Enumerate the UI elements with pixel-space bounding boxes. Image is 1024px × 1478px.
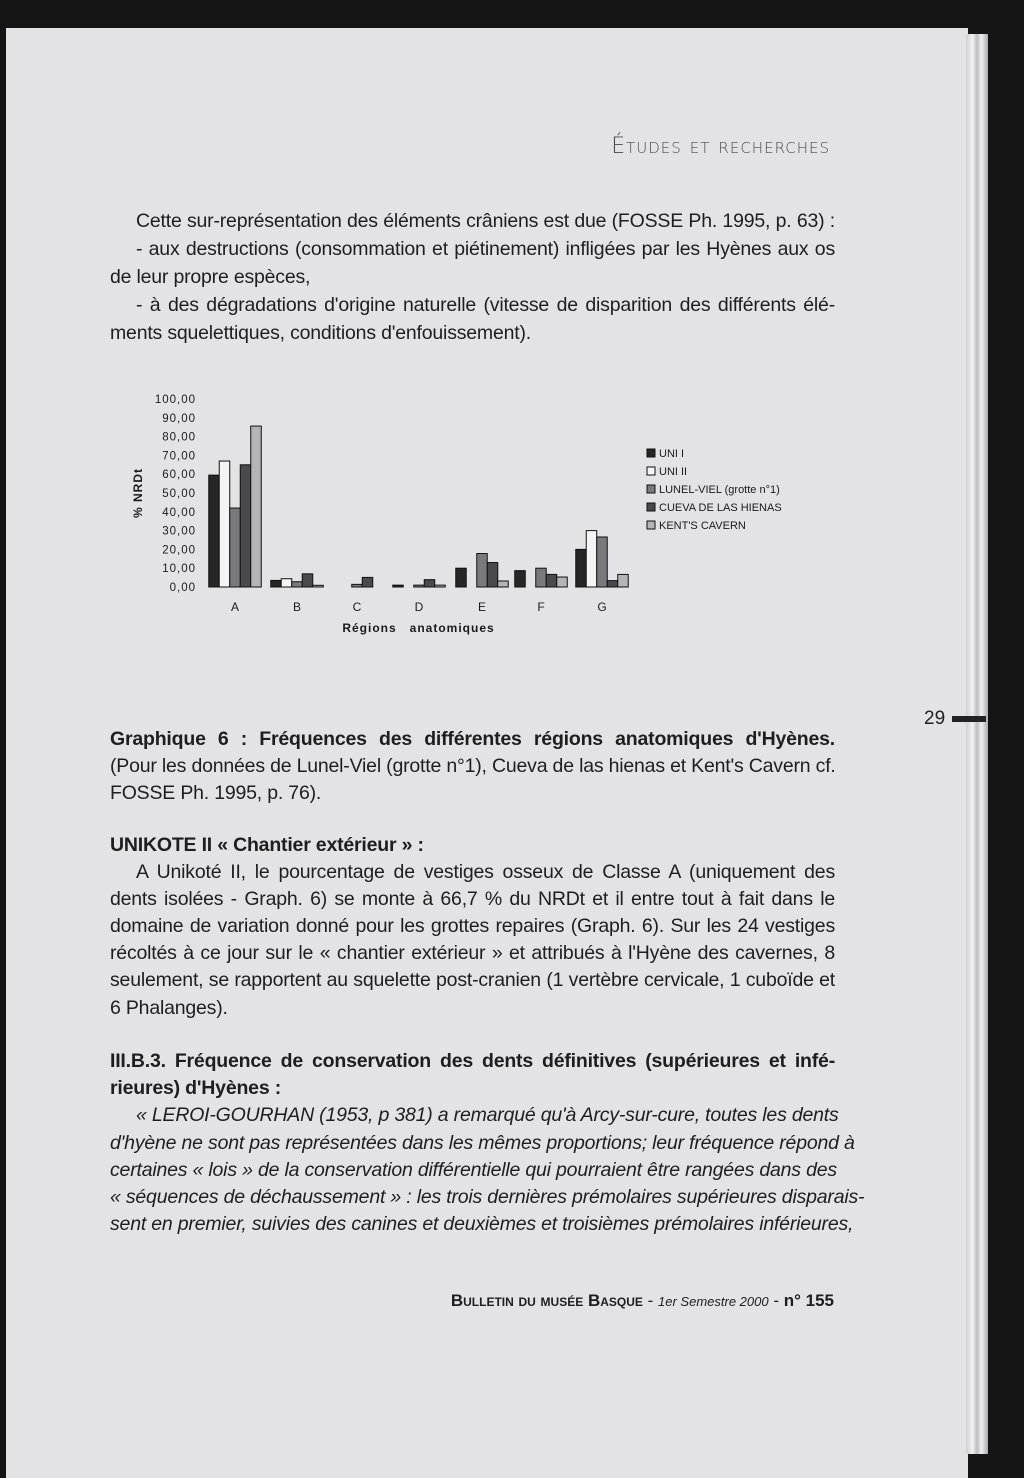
- issue: 1er Semestre 2000: [658, 1294, 769, 1309]
- paragraph-line: dents isolées - Graph. 6) se monte à 66,7 % du NRDt et il entre tout à fait dans le: [110, 888, 835, 910]
- bar-A-4: [251, 426, 262, 587]
- figure-caption-line: FOSSE Ph. 1995, p. 76).: [110, 782, 322, 804]
- page-number-tab: 29: [924, 708, 946, 729]
- bar-G-2: [597, 537, 608, 587]
- bar-F-0: [515, 571, 526, 587]
- paragraph-line: domaine de variation donné pour les grottes repaires (Graph. 6). Sur les 24 vestiges: [110, 915, 835, 937]
- footer: [451, 1291, 834, 1311]
- x-axis-label: Régions anatomiques: [342, 621, 495, 635]
- paragraph-line: - à des dégradations d'origine naturelle (vitesse de disparition des différents élé-: [136, 294, 835, 316]
- bar-B-0: [271, 580, 282, 587]
- y-tick-label: 100,00: [154, 394, 196, 406]
- quote-line: « LEROI-GOURHAN (1953, p 381) a remarqué qu'à Arcy-sur-cure, toutes les dents: [136, 1104, 839, 1126]
- bar-G-1: [586, 531, 597, 587]
- paragraph-line: - aux destructions (consommation et piétinement) infligées par les Hyènes aux os: [136, 238, 835, 260]
- bar-B-4: [313, 585, 324, 587]
- quote-line: sent en premier, suivies des canines et deuxièmes et troisièmes prémolaires inférieures,: [110, 1213, 854, 1235]
- figure-caption-line: (Pour les données de Lunel-Viel (grotte n°1), Cueva de las hienas et Kent's Cavern cf.: [110, 755, 836, 777]
- bar-F-4: [557, 577, 568, 587]
- y-tick-label: 70,00: [162, 450, 196, 463]
- paragraph-line: Cette sur-représentation des éléments crâniens est due (FOSSE Ph. 1995, p. 63) :: [136, 210, 835, 232]
- page-tab-marker: [952, 716, 986, 722]
- journal-title: Bulletin du musée Basque: [450, 1291, 643, 1310]
- bar-D-4: [435, 585, 446, 587]
- page-edges: [966, 34, 988, 1454]
- y-tick-label: 0,00: [169, 582, 196, 594]
- bar-D-3: [424, 580, 435, 587]
- y-tick-label: 60,00: [162, 469, 196, 482]
- legend-swatch: [647, 467, 655, 475]
- paragraph-line: seulement, se rapportent au squelette post-cranien (1 vertèbre cervicale, 1 cuboïde et: [110, 969, 835, 991]
- bar-G-0: [576, 549, 587, 587]
- y-tick-label: 30,00: [162, 525, 196, 538]
- legend-entry: LUNEL-VIEL (grotte n°1): [659, 484, 780, 496]
- paragraph-line: A Unikoté II, le pourcentage de vestiges osseux de Classe A (uniquement des: [136, 861, 835, 883]
- bar-E-0: [456, 568, 467, 587]
- paragraph-line: ments squelettiques, conditions d'enfouissement).: [110, 322, 531, 344]
- paragraph-line: de leur propre espèces,: [110, 266, 311, 288]
- y-tick-label: 80,00: [162, 431, 196, 444]
- bar-B-1: [281, 579, 292, 587]
- y-tick-label: 10,00: [162, 563, 196, 576]
- bar-C-3: [362, 577, 373, 587]
- paragraph-line: récoltés à ce jour sur le « chantier extérieur » et attribués à l'Hyène des cavernes, 8: [110, 942, 835, 964]
- quote-line: « séquences de déchaussement » : les trois dernières prémolaires supérieures disparais-: [110, 1186, 865, 1208]
- x-tick-label: F: [537, 600, 545, 614]
- section-heading: III.B.3. Fréquence de conservation des dents définitives (supérieures et infé-: [110, 1050, 835, 1072]
- x-tick-label: C: [352, 600, 362, 614]
- x-tick-label: E: [477, 600, 487, 614]
- bar-C-2: [352, 584, 363, 587]
- x-tick-label: D: [414, 600, 424, 614]
- paragraph-line: 6 Phalanges).: [110, 997, 228, 1019]
- y-tick-label: 50,00: [162, 488, 196, 500]
- bar-F-3: [546, 574, 557, 587]
- bar-F-2: [536, 568, 547, 587]
- bar-chart: [110, 380, 830, 650]
- legend-swatch: [647, 503, 655, 511]
- y-tick-label: 20,00: [162, 544, 196, 557]
- legend-entry: KENT'S CAVERN: [659, 520, 746, 532]
- legend-entry: UNI I: [659, 448, 685, 460]
- legend-swatch: [647, 449, 655, 457]
- bar-A-1: [219, 461, 230, 587]
- bar-E-3: [487, 563, 498, 587]
- x-tick-label: B: [292, 600, 302, 614]
- bar-E-4: [498, 581, 509, 587]
- bar-E-2: [477, 554, 488, 587]
- x-tick-label: G: [597, 600, 607, 614]
- quote-line: certaines « lois » de la conservation différentielle qui pourraient être rangées dans des: [110, 1159, 837, 1181]
- footer-sep: -: [768, 1291, 784, 1310]
- legend-entry: CUEVA DE LAS HIENAS: [659, 502, 782, 514]
- bar-G-3: [607, 581, 618, 587]
- bar-D-0: [393, 585, 404, 587]
- legend-swatch: [647, 521, 655, 529]
- bar-A-3: [240, 465, 251, 587]
- bar-G-4: [618, 574, 629, 587]
- bar-D-2: [414, 585, 425, 587]
- bar-A-2: [230, 508, 241, 587]
- legend-entry: UNI II: [659, 466, 688, 478]
- bar-A-0: [209, 475, 220, 587]
- y-axis-label: % NRDt: [131, 468, 145, 518]
- issue-number: n° 155: [783, 1291, 834, 1310]
- quote-line: d'hyène ne sont pas représentées dans les mêmes proportions; leur fréquence répond à: [110, 1132, 855, 1154]
- legend-swatch: [647, 485, 655, 493]
- y-tick-label: 40,00: [162, 506, 196, 519]
- bar-B-2: [292, 582, 303, 587]
- x-tick-label: A: [230, 600, 240, 614]
- bar-B-3: [302, 574, 313, 587]
- section-heading: rieures) d'Hyènes :: [110, 1077, 281, 1099]
- footer-sep: -: [642, 1291, 659, 1310]
- y-tick-label: 90,00: [162, 412, 196, 425]
- running-header: Études et recherches: [611, 134, 830, 159]
- figure-caption-line: Graphique 6 : Fréquences des différentes régions anatomiques d'Hyènes.: [110, 728, 835, 750]
- section-heading: UNIKOTE II « Chantier extérieur » :: [110, 834, 424, 856]
